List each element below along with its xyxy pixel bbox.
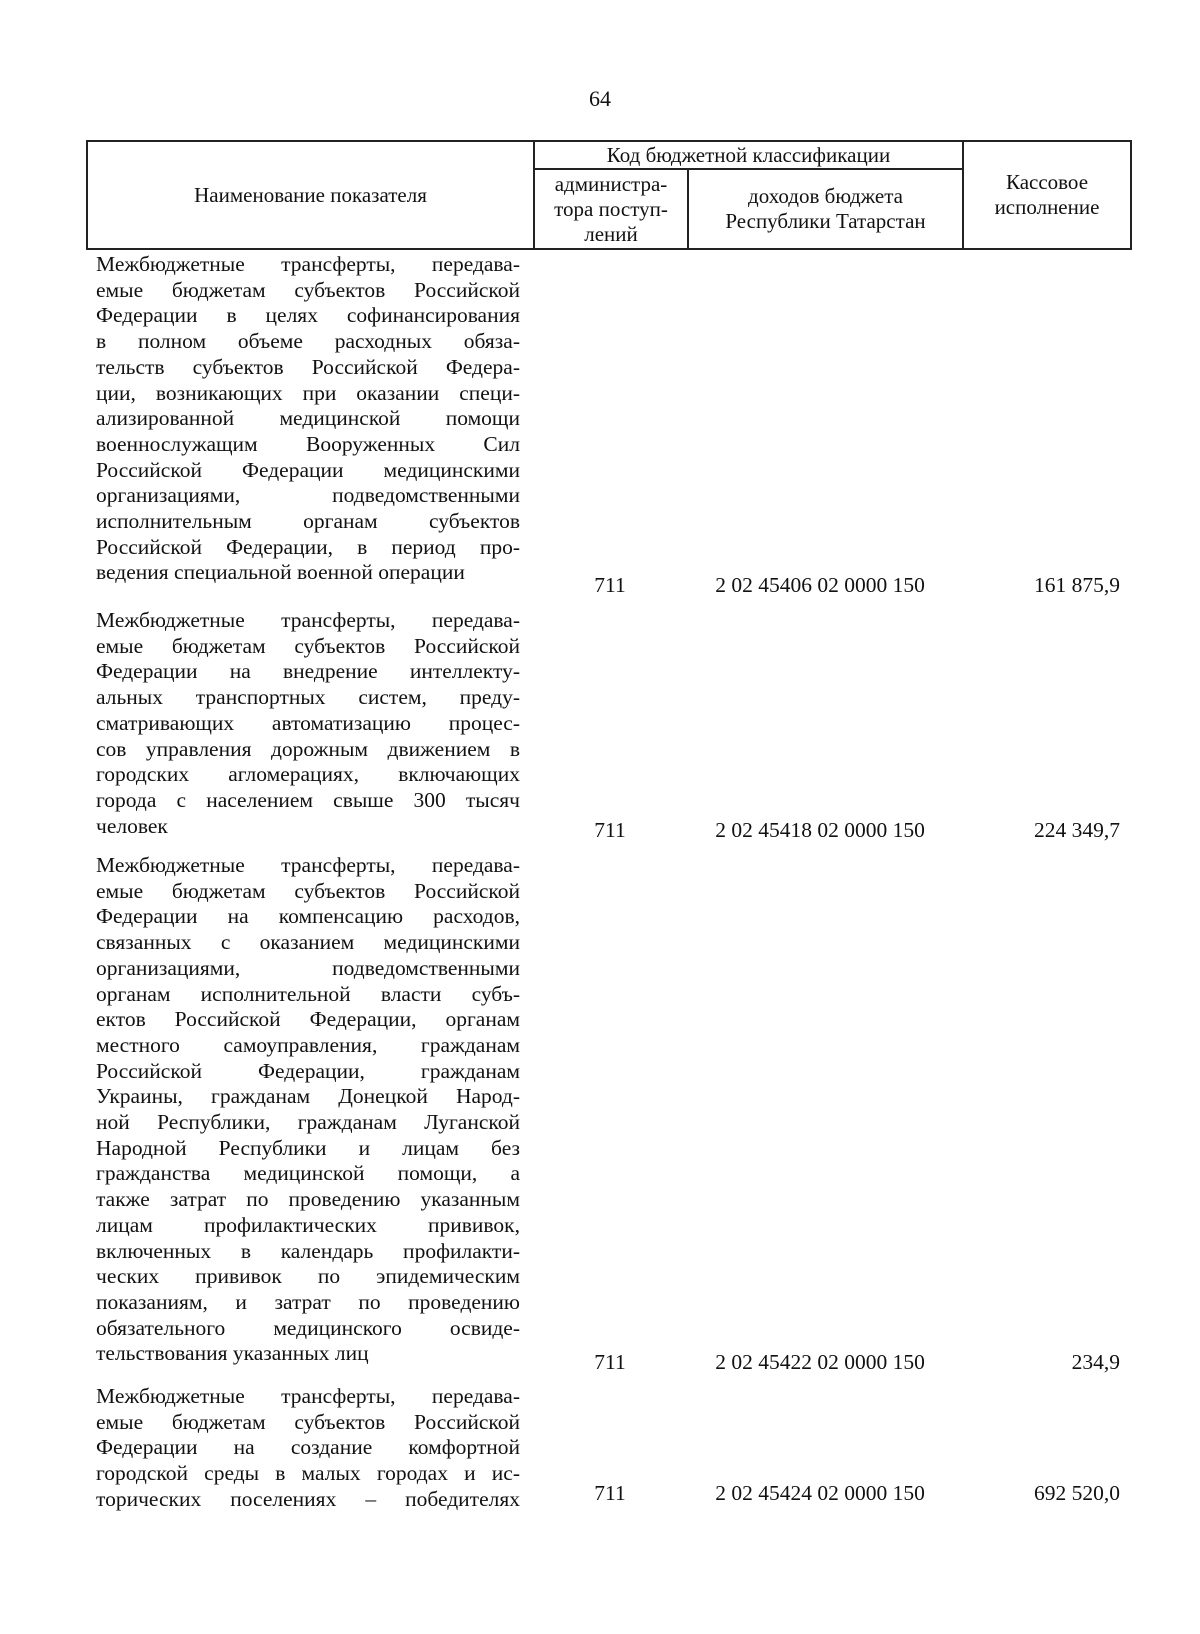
header-code-group: Код бюджетной классификации (606, 142, 891, 167)
header-name-column: Наименование показателя (194, 182, 427, 207)
row-admin-code: 711 (594, 818, 626, 842)
row-admin-code: 711 (594, 573, 626, 597)
row-income-code: 2 02 45422 02 0000 150 (715, 1350, 925, 1374)
row-admin-code: 711 (594, 1350, 626, 1374)
row-admin-code: 711 (594, 1481, 626, 1505)
row-name: Межбюджетные трансферты, передава- емые бюджетам субъектов Российской Федерации на создание комфортной городской среды в малых городах и ис- торических поселениях – победителях (96, 1384, 520, 1511)
row-amount: 692 520,0 (1034, 1481, 1120, 1505)
header-amount-column: Кассовое исполнение (994, 170, 1100, 219)
header-admin-column: администра- тора поступ- лений (554, 171, 668, 246)
row-income-code: 2 02 45406 02 0000 150 (715, 573, 925, 597)
row-amount: 161 875,9 (1034, 573, 1120, 597)
row-name: Межбюджетные трансферты, передава- емые бюджетам субъектов Российской Федерации в целях софинансирования в полном объеме расходных обяза- тельств субъектов Российской Федера- ции, возникающих при оказании специ- ализированной медицинской помощи военнослужащим Вооруженных Сил Российской Федерации медицинскими организациями, подведомственными исполнительным органам субъектов Российской Федерации, в период про- ведения специальной военной операции (96, 252, 520, 585)
row-name: Межбюджетные трансферты, передава- емые бюджетам субъектов Российской Федерации на компенсацию расходов, связанных с оказанием медицинскими организациями, подведомственными органам исполнительной власти субъ- ектов Российской Федерации, органам местного самоуправления, гражданам Российской Федерации, гражданам Украины, гражданам Донецкой Народ- ной Республики, гражданам Луганской Народной Республики и лицам без гражданства медицинской помощи, а также затрат по проведению указанным лицам профилактических прививок, включенных в календарь профилакти- ческих прививок по эпидемическим показаниям, и затрат по проведению обязательного медицинского освиде- тельствования указанных лиц (96, 853, 520, 1366)
row-amount: 234,9 (1071, 1350, 1120, 1374)
row-amount: 224 349,7 (1034, 818, 1120, 842)
row-name: Межбюджетные трансферты, передава- емые бюджетам субъектов Российской Федерации на внедрение интеллекту- альных транспортных систем, преду- сматривающих автоматизацию процес- сов управления дорожным движением в городских агломерациях, включающих города с населением свыше 300 тысяч человек (96, 608, 520, 838)
row-income-code: 2 02 45424 02 0000 150 (715, 1481, 925, 1505)
header-income-column: доходов бюджета Республики Татарстан (725, 184, 926, 233)
row-income-code: 2 02 45418 02 0000 150 (715, 818, 925, 842)
page-number: 64 (589, 86, 611, 111)
